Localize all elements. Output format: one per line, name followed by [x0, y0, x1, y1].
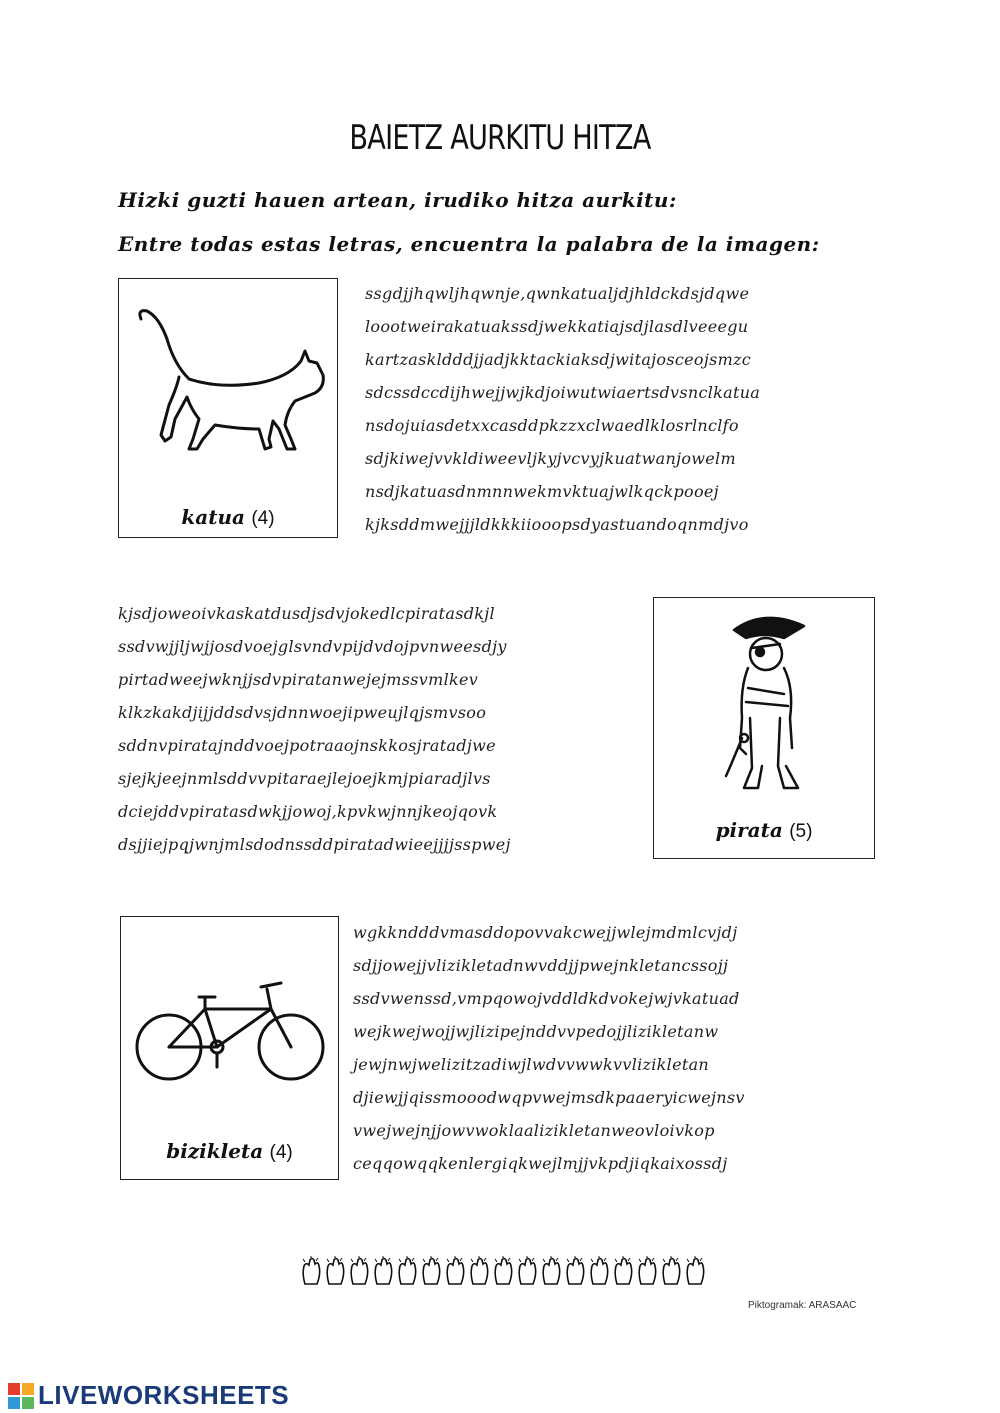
- card-label: [654, 818, 874, 843]
- letter-row: wgkkndddvmasddopovvakcwejjwlejmdmlcvjdj: [353, 923, 738, 942]
- letter-grid-katua: [365, 277, 885, 541]
- letter-row: sdjjowejjvlizikletadnwvddjjpwejnkletancssojj: [353, 956, 729, 975]
- bicycle-icon: [121, 917, 338, 1127]
- clapping-hand-icon: [468, 1256, 490, 1286]
- card-word: pirata: [715, 818, 783, 842]
- card-word: bizikleta: [166, 1139, 264, 1163]
- clapping-hand-icon: [636, 1256, 658, 1286]
- liveworksheets-logo: [8, 1380, 289, 1411]
- clapping-hand-icon: [372, 1256, 394, 1286]
- logo-icon: [8, 1383, 34, 1409]
- instruction-basque: Hizki guzti hauen artean, irudiko hitza aurkitu:: [118, 188, 677, 212]
- clapping-hand-icon: [660, 1256, 682, 1286]
- letter-row: wejkwejwojjwjlizipejnddvvpedojjlizikletanw: [353, 1022, 719, 1041]
- picture-card-katua: [118, 278, 338, 538]
- clapping-hand-icon: [612, 1256, 634, 1286]
- letter-row: nsdjkatuasdnmnnwekmvktuajwlkqckpooej: [365, 482, 719, 501]
- card-label: [121, 1139, 338, 1164]
- page-title: BAIETZ AURKITU HITZA: [349, 118, 651, 158]
- card-count: (4): [251, 508, 275, 529]
- letter-row: dsjjiejpqjwnjmlsdodnssddpiratadwieejjjjsspwej: [118, 835, 511, 854]
- pictogram-credit: Piktogramak: ARASAAC: [748, 1300, 857, 1311]
- letter-row: kjksddmwejjjldkkkiiooopsdyastuandoqnmdjvo: [365, 515, 749, 534]
- clapping-hand-icon: [492, 1256, 514, 1286]
- clapping-hand-icon: [516, 1256, 538, 1286]
- instruction-spanish: Entre todas estas letras, encuentra la palabra de la imagen:: [118, 232, 820, 256]
- letter-row: sdcssdccdijhwejjwjkdjoiwutwiaertsdvsnclkatua: [365, 383, 761, 402]
- picture-card-bizikleta: [120, 916, 339, 1180]
- picture-card-pirata: [653, 597, 875, 859]
- letter-row: ceqqowqqkenlergiqkwejlmjjvkpdjiqkaixossdj: [353, 1154, 728, 1173]
- letter-row: sjejkjeejnmlsddvvpitaraejlejoejkmjpiaradjlvs: [118, 769, 491, 788]
- clapping-hands-decoration: [300, 1256, 706, 1286]
- letter-row: ssgdjjhqwljhqwnje,qwnkatualjdjhldckdsjdqwe: [365, 284, 750, 303]
- clapping-hand-icon: [348, 1256, 370, 1286]
- letter-row: klkzkakdjijjddsdvsjdnnwoejipweujlqjsmvsoo: [118, 703, 487, 722]
- letter-row: kartzaskldddjjadjkktackiaksdjwitajosceojsmzc: [365, 350, 752, 369]
- letter-row: sddnvpiratajnddvoejpotraaojnskkosjratadjwe: [118, 736, 496, 755]
- cat-icon: [119, 279, 337, 499]
- card-count: (5): [789, 821, 813, 842]
- clapping-hand-icon: [564, 1256, 586, 1286]
- letter-row: dciejddvpiratasdwkjjowoj,kpvkwjnnjkeojqovk: [118, 802, 498, 821]
- letter-row: kjsdjoweoivkaskatdusdjsdvjokedlcpiratasdkjl: [118, 604, 495, 623]
- brand-text: LIVEWORKSHEETS: [38, 1380, 290, 1410]
- clapping-hand-icon: [324, 1256, 346, 1286]
- letter-row: loootweirakatuakssdjwekkatiajsdjlasdlveeegu: [365, 317, 749, 336]
- letter-row: djiewjjqissmooodwqpvwejmsdkpaaeryicwejnsv: [353, 1088, 745, 1107]
- clapping-hand-icon: [684, 1256, 706, 1286]
- clapping-hand-icon: [396, 1256, 418, 1286]
- clapping-hand-icon: [540, 1256, 562, 1286]
- clapping-hand-icon: [588, 1256, 610, 1286]
- card-label: [119, 505, 337, 530]
- letter-row: nsdojuiasdetxxcasddpkzzxclwaedlklosrlnclfo: [365, 416, 739, 435]
- letter-row: jewjnwjwelizitzadiwjlwdvvwwkvvlizikletan: [353, 1055, 710, 1074]
- letter-row: ssdvwjjljwjjosdvoejglsvndvpijdvdojpvnweesdjy: [118, 637, 507, 656]
- letter-row: pirtadweejwknjjsdvpiratanwejejmssvmlkev: [118, 670, 479, 689]
- card-count: (4): [269, 1142, 293, 1163]
- pirate-icon: [654, 598, 874, 808]
- card-word: katua: [181, 505, 245, 529]
- clapping-hand-icon: [300, 1256, 322, 1286]
- letter-row: vwejwejnjjowvwoklaalizikletanweovloivkop: [353, 1121, 715, 1140]
- clapping-hand-icon: [444, 1256, 466, 1286]
- letter-grid-pirata: [118, 597, 638, 861]
- letter-row: ssdvwenssd,vmpqowojvddldkdvokejwjvkatuad: [353, 989, 740, 1008]
- letter-row: sdjkiwejvvkldiweevljkyjvcvyjkuatwanjowelm: [365, 449, 736, 468]
- clapping-hand-icon: [420, 1256, 442, 1286]
- letter-grid-bizikleta: [353, 916, 883, 1180]
